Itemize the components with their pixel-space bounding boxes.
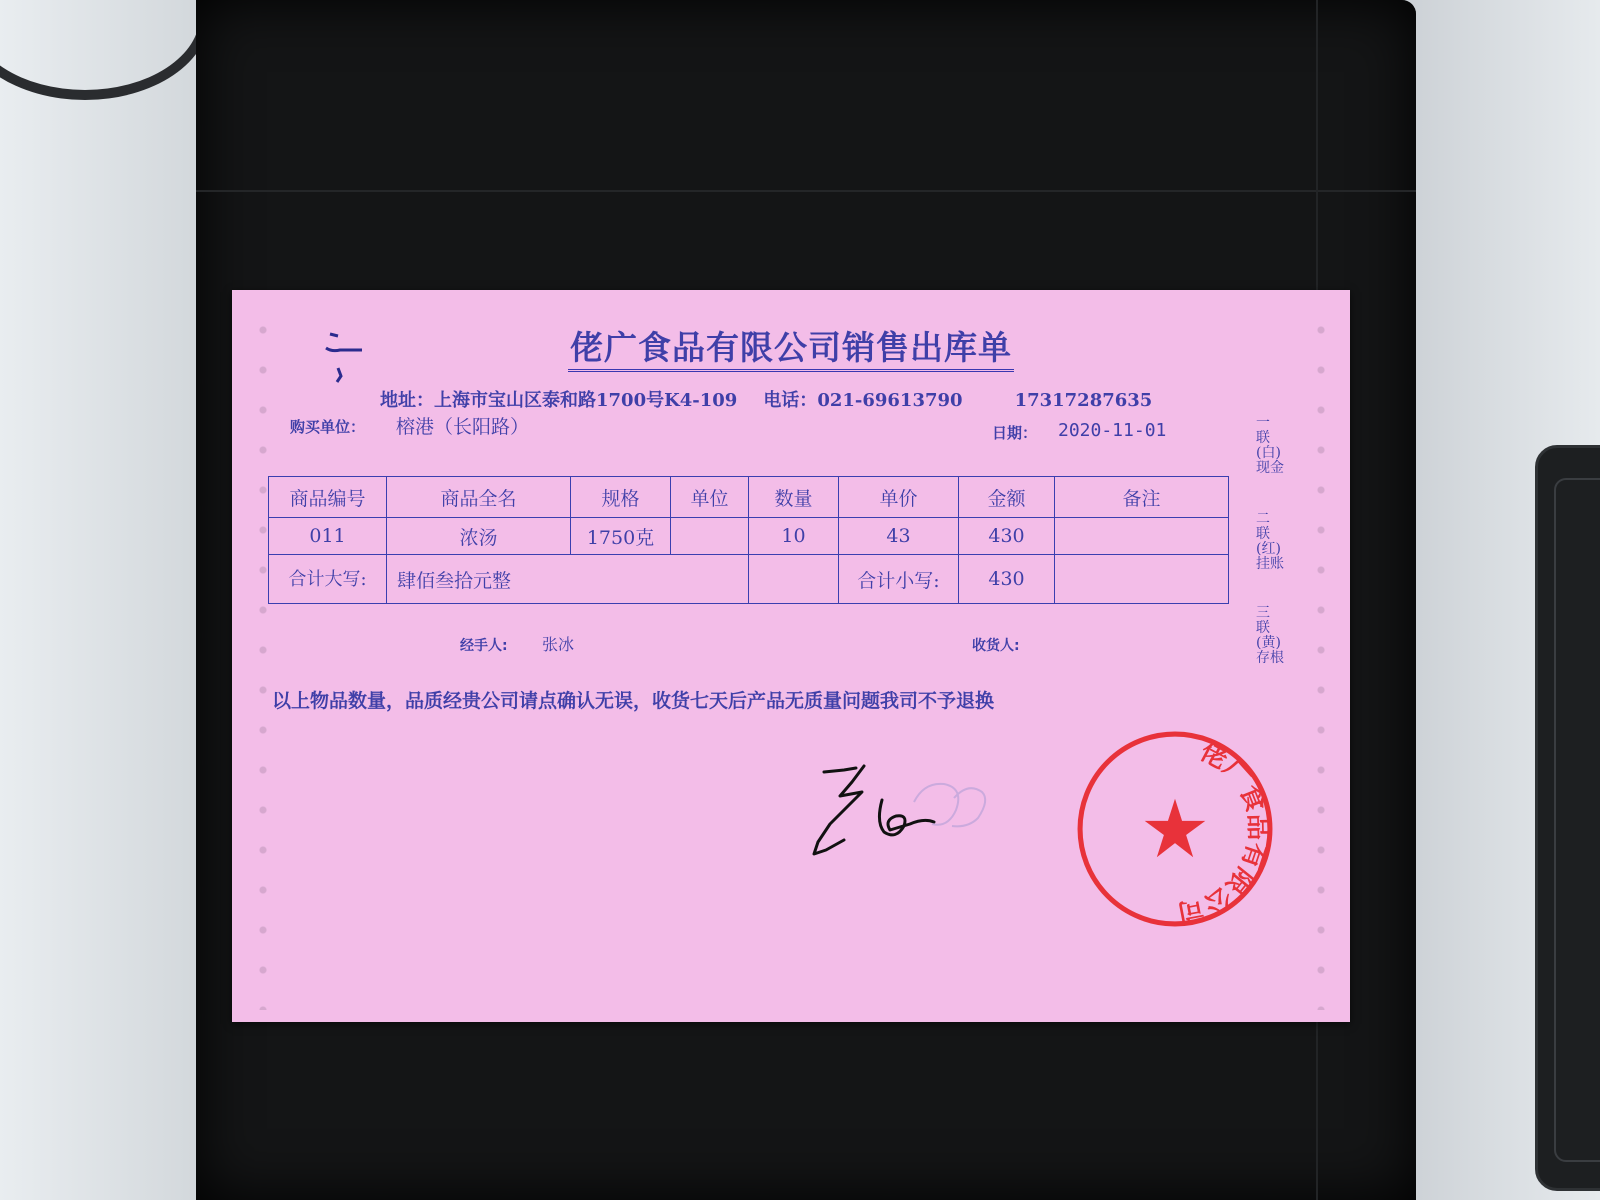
items-table — [268, 476, 1229, 604]
handwritten-signature — [804, 762, 1044, 872]
cell-name: 浓汤 — [387, 518, 571, 555]
total-remark — [1055, 555, 1229, 604]
table-row — [269, 518, 1229, 555]
cell-remark — [1055, 518, 1229, 555]
handler-label: 经手人: — [460, 638, 508, 654]
total-row — [269, 555, 1229, 604]
company-seal — [1074, 728, 1276, 930]
slip-title: 佬广食品有限公司销售出库单 — [232, 322, 1350, 369]
cell-code: 011 — [269, 518, 387, 555]
cell-qty: 10 — [749, 518, 839, 555]
header-unit: 单位 — [671, 477, 749, 518]
header-spec: 规格 — [571, 477, 671, 518]
table-header-row — [269, 477, 1229, 518]
copy-note-white: 一 联 (白) 现金 — [1256, 415, 1284, 476]
notice-text: 以上物品数量，品质经贵公司请点确认无误，收货七天后产品无质量问题我司不予退换 — [272, 690, 995, 712]
address-value: 上海市宝山区泰和路1700号K4-109 — [434, 390, 738, 411]
svg-text:佬广食品有限公司: 佬广食品有限公司 — [1174, 735, 1275, 929]
address-line — [380, 386, 1152, 412]
phone-label: 电话： — [763, 390, 818, 411]
total-lower-value: 430 — [959, 555, 1055, 604]
address-label: 地址： — [380, 390, 434, 411]
date-label: 日期： — [992, 424, 1038, 442]
dark-device — [1535, 445, 1600, 1191]
total-lower-label: 合计小写: — [839, 555, 959, 604]
total-upper-label: 合计大写: — [269, 555, 387, 604]
cell-spec: 1750克 — [571, 518, 671, 555]
perforation-right — [1316, 310, 1326, 1010]
header-qty: 数量 — [749, 477, 839, 518]
ink-marks — [320, 320, 400, 400]
cell-unit — [671, 518, 749, 555]
header-amount: 金额 — [959, 477, 1055, 518]
perforation-left — [258, 310, 268, 1010]
header-code: 商品编号 — [269, 477, 387, 518]
mobile-value: 17317287635 — [1014, 390, 1153, 411]
buyer-value: 榕港（长阳路） — [396, 416, 530, 438]
copy-note-red: 二 联 (红) 挂账 — [1256, 511, 1284, 572]
sales-slip — [232, 290, 1350, 1022]
phone-value: 021-69613790 — [817, 390, 963, 411]
header-remark: 备注 — [1055, 477, 1229, 518]
desk-left — [0, 0, 205, 1200]
date-value: 2020-11-01 — [1058, 420, 1167, 441]
header-name: 商品全名 — [387, 477, 571, 518]
cell-amount: 430 — [959, 518, 1055, 555]
buyer-label: 购买单位： — [290, 418, 366, 436]
header-price: 单价 — [839, 477, 959, 518]
handler-value: 张冰 — [542, 635, 575, 654]
copy-note-yellow: 三 联 (黄) 存根 — [1256, 605, 1284, 666]
receiver-label: 收货人: — [972, 638, 1020, 654]
cell-price: 43 — [839, 518, 959, 555]
total-upper-value: 肆佰叁拾元整 — [387, 555, 749, 604]
total-blank — [749, 555, 839, 604]
